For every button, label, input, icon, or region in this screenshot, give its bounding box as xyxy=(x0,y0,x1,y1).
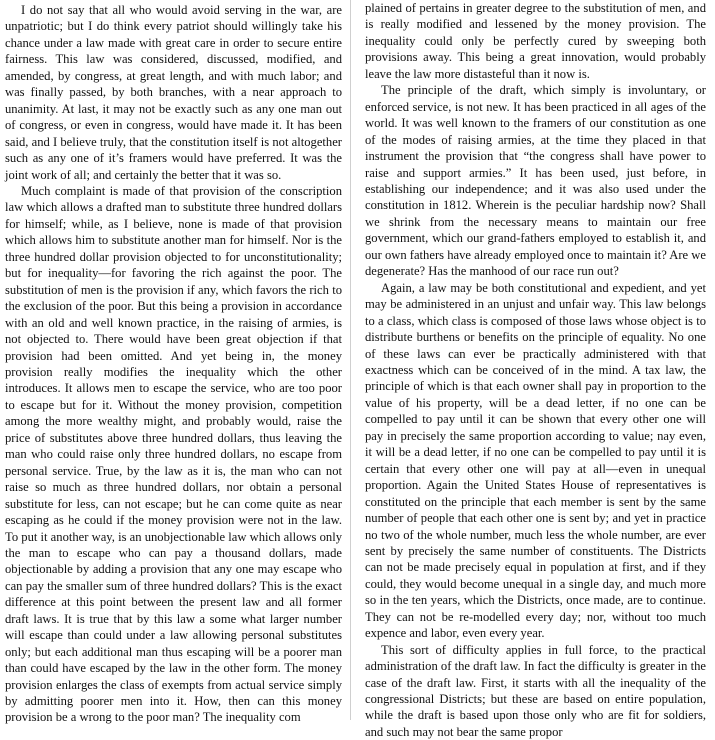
paragraph-4: Again, a law may be both constitutional and expedient, and yet may be administered in an unjust and unfair way. This law belongs to a class, which class is composed of those laws whose object is to distribute burthens or benefits on the principle of equality. No one of these laws can ever be practically administered with that exactness which can be conceived of in the mind. A tax law, the principle of which is that each owner shall pay in proportion to the value of his property, will be a dead letter, if no one can be compelled to pay until it can be shown that every other one will pay in precisely the same proportion according to value; nay even, it will be a dead letter, if no one can be compelled to pay until it is certain that every other one will pay at all—even in unequal proportion. Again the United States House of representatives is constituted on the principle that each member is sent by the same number of people that each other one is sent by; and yet in practice no two of the whole number, much less the whole number, are ever sent by precisely the same number of constituents. The Districts can not be made precisely equal in population at first, and if they could, they would become unequal in a single day, and much more so in the ten years, which the Districts, once made, are to continue. They can not be re-modelled every day; nor, without too much expence and labor, even every year. xyxy=(365,280,706,641)
paragraph-2: Much complaint is made of that provision of the conscription law which allows a drafted man to substitute three hundred dollars for himself; while, as I believe, none is made of that provision which allows him to substitute another man for himself. Nor is the three hundred dollar provision objected to for unconstitutionality; but for inequality—for favoring the rich against the poor. The substitution of men is the provision if any, which favors the rich to the exclusion of the poor. But this being a provision in accordance with an old and well known practice, in the raising of armies, is not objected to. There would have been great objection if that provision had been omitted. And yet being in, the money provision really modifies the inequality which the other introduces. It allows men to escape the service, who are too poor to escape but for it. Without the money provision, competition among the more wealthy might, and probably would, raise the price of substitutes above three hundred dollars, thus leaving the man who could raise only three hundred dollars, no escape from personal service. True, by the law as it is, the man who can not raise so much as three hundred dollars, nor obtain a personal substitute for less, can not escape; but he can come quite as near escaping as he could if the money provision were not in the law. To put it another way, is an unobjectionable law which allows only the man to escape who can pay a thousand dollars, made objectionable by adding a provision that any one may escape who can pay the smaller sum of three hundred dollars? This is the exact difference at this point between the present law and all former draft laws. It is true that by this law a some what larger number will escape than could under a law allowing personal substitutes only; but each additional man thus escaping will be a poorer man than could have escaped by the law in the other form. The money provision enlarges the class of exempts from actual service simply by admitting poorer men into it. How, then can this money provision be a wrong to the poor man? The inequality com xyxy=(5,183,342,725)
left-column xyxy=(0,0,351,725)
paragraph-3: The principle of the draft, which simply is involuntary, or enforced service, is not new. It has been practiced in all ages of the world. It was well known to the framers of our constitution as one of the modes of raising armies, at the time they placed in that instrument the provision that “the congress shall have power to raise and support armies.” It has been used, just before, in establishing our independence; and it was also used under the constitution in 1812. Wherein is the peculiar hardship now? Shall we shrink from the necessary means to maintain our free government, which our grand-fathers employed to establish it, and our own fathers have already employed once to maintain it? Are we degenerate? Has the manhood of our race run out? xyxy=(365,83,706,279)
paragraph-5: This sort of difficulty applies in full force, to the practical administration of the draft law. In fact the difficulty is greater in the case of the draft law. First, it starts with all the inequality of the congressional Districts; but these are based on entire population, while the draft is based upon those only who are fit for soldiers, and such may not bear the same propor xyxy=(365,642,706,739)
paragraph-continuation: plained of pertains in greater degree to the substitution of men, and is really modified and lessened by the money provision. The inequality could only be perfectly cured by sweeping both provisions away. This being a great innovation, would probably leave the law more distasteful than it now is. xyxy=(365,1,706,81)
paragraph-1: I do not say that all who would avoid serving in the war, are unpatriotic; but I do think every patriot should willingly take his chance under a law made with great care in order to secure entire fairness. This law was considered, discussed, modified, and amended, by congress, at great length, and with much labor; and was finally passed, by both branches, with a near approach to unanimity. At last, it may not be exactly such as any one man out of congress, or even in congress, would have made it. It has been said, and I believe truly, that the constitution itself is not altogether such as any one of it’s framers would have preferred. It was the joint work of all; and certainly the better that it was so. xyxy=(5,3,342,182)
right-column xyxy=(351,0,715,739)
